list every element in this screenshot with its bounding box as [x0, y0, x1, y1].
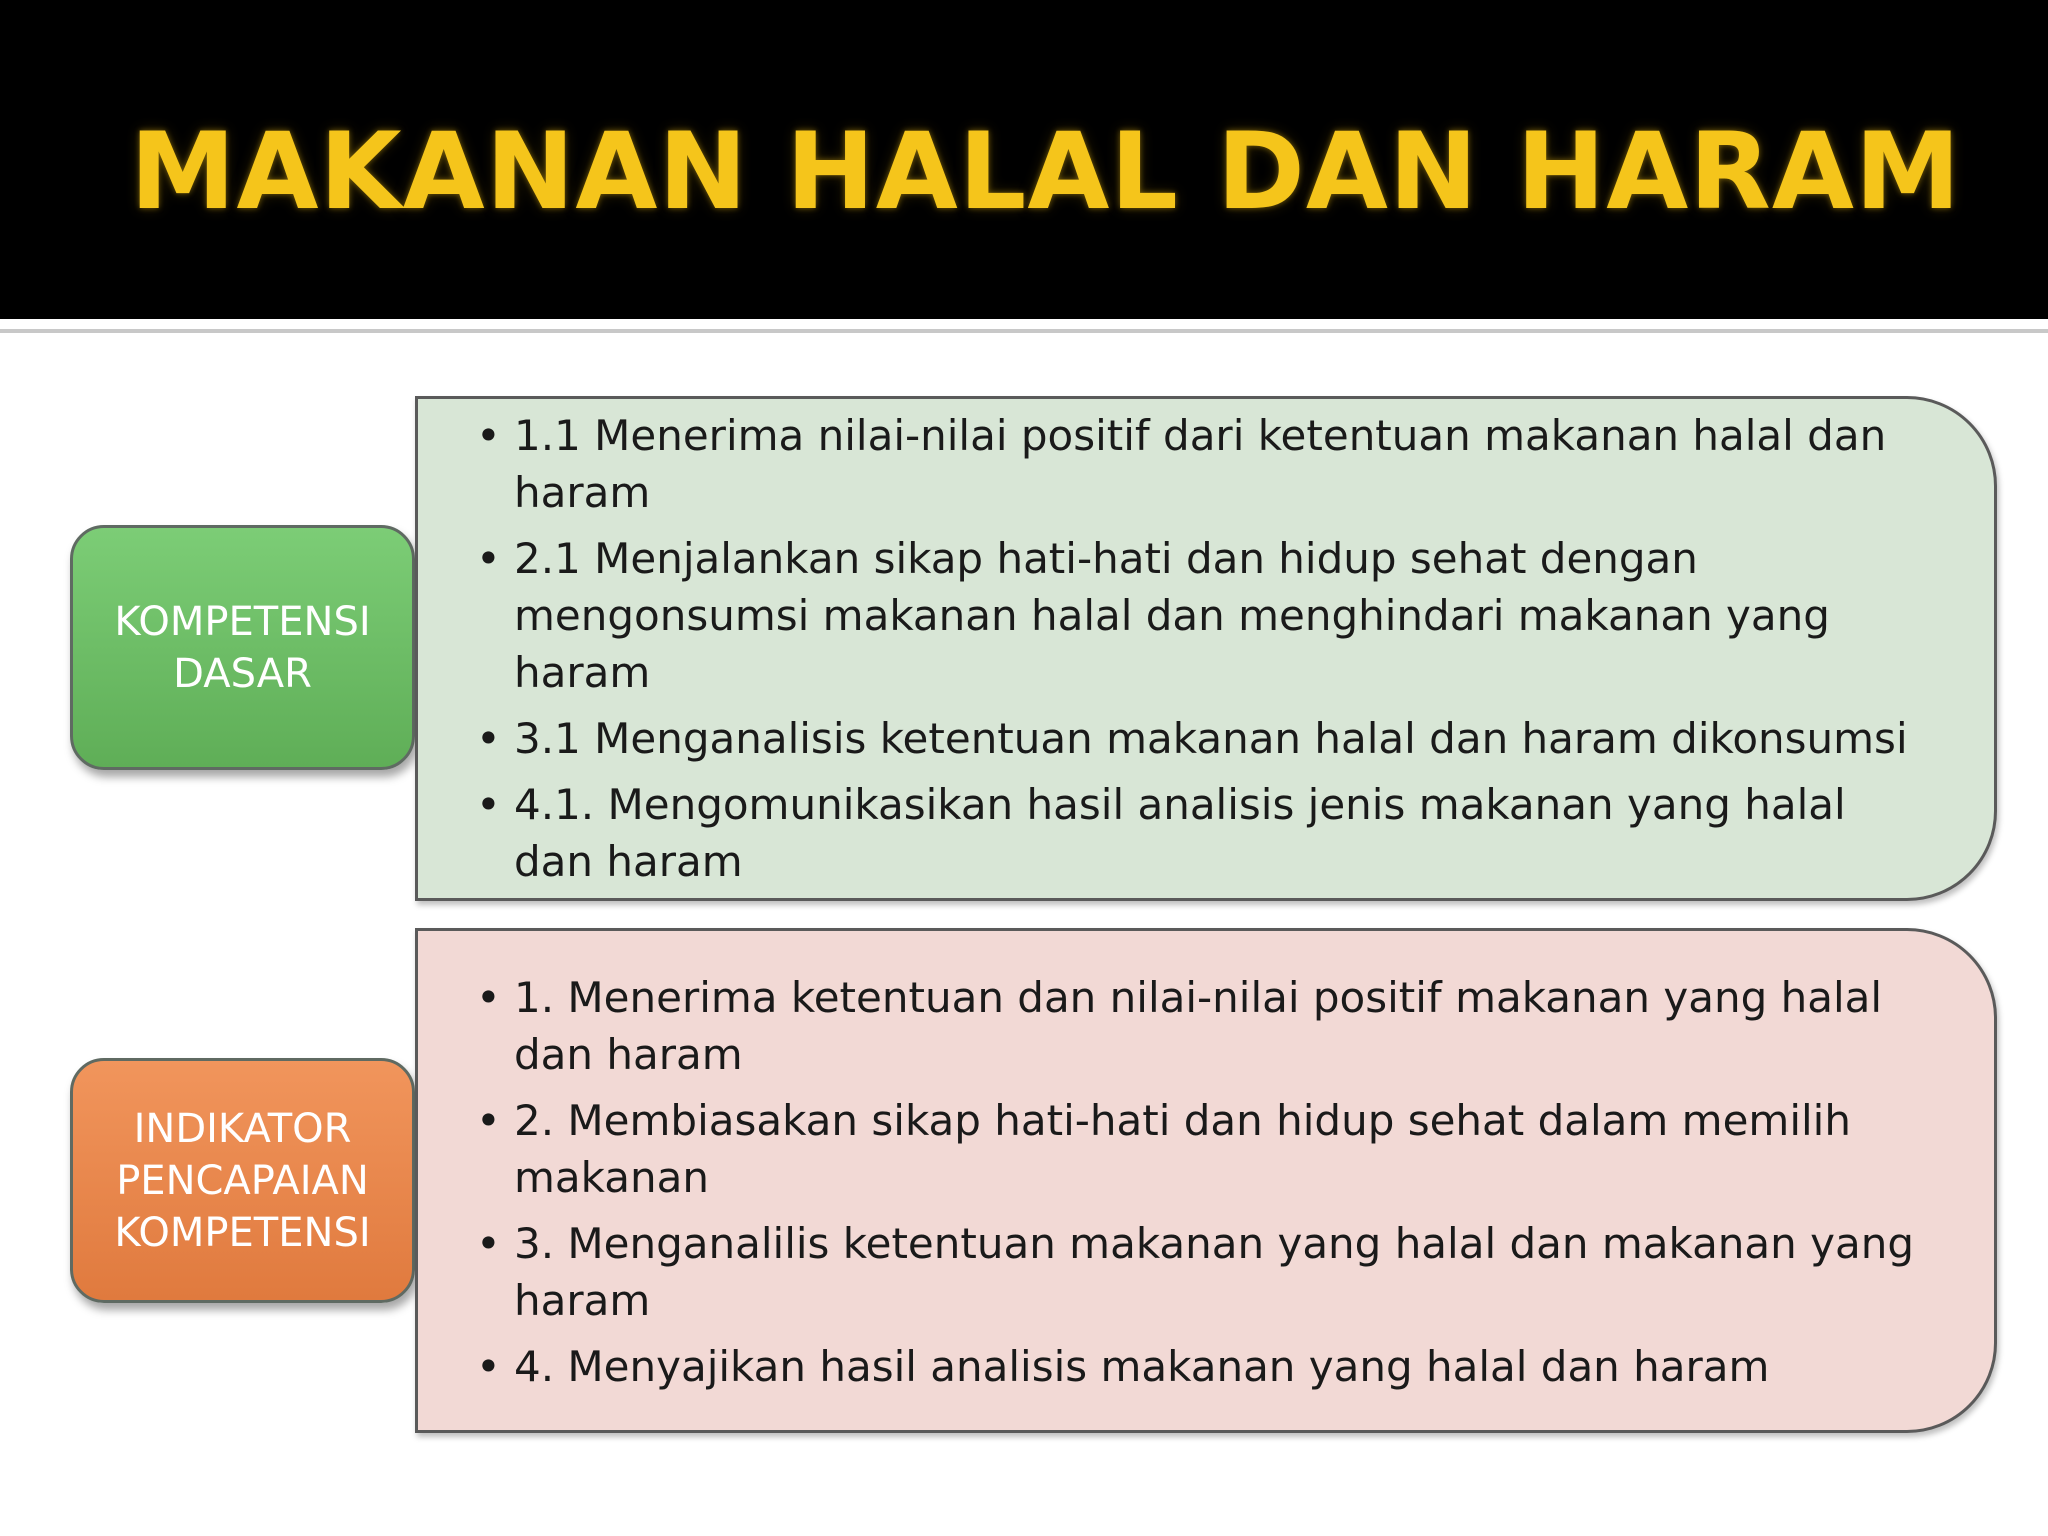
section-label-text: KOMPETENSI DASAR: [114, 598, 371, 697]
list-item: [476, 407, 1934, 521]
list-item: [476, 1215, 1934, 1329]
bullet-icon: •: [476, 973, 501, 1022]
header-divider: [0, 329, 2048, 333]
list-item-text: 4. Menyajikan hasil analisis makanan yang halal dan haram: [514, 1342, 1770, 1391]
list-item: [476, 776, 1934, 890]
list-item: [476, 1338, 1934, 1395]
list-item: [476, 530, 1934, 701]
bullet-icon: •: [476, 1342, 501, 1391]
indikator-pencapaian-list: [476, 969, 1934, 1404]
list-item-text: 3.1 Menganalisis ketentuan makanan halal dan haram dikonsumsi: [514, 714, 1908, 763]
indikator-pencapaian-label: [70, 1058, 415, 1303]
kompetensi-dasar-label: [70, 525, 415, 770]
list-item-text: 1. Menerima ketentuan dan nilai-nilai positif makanan yang halal dan haram: [514, 973, 1883, 1079]
bullet-icon: •: [476, 780, 501, 829]
list-item: [476, 969, 1934, 1083]
slide-header: [0, 0, 2048, 319]
section-label-text: INDIKATOR PENCAPAIAN KOMPETENSI: [114, 1105, 371, 1256]
bullet-icon: •: [476, 411, 501, 460]
kompetensi-dasar-list: [476, 407, 1934, 899]
list-item-text: 2. Membiasakan sikap hati-hati dan hidup sehat dalam memilih makanan: [514, 1096, 1851, 1202]
list-item: [476, 1092, 1934, 1206]
bullet-icon: •: [476, 534, 501, 583]
kompetensi-dasar-box: [415, 396, 1997, 901]
indikator-pencapaian-box: [415, 928, 1997, 1433]
bullet-icon: •: [476, 1096, 501, 1145]
bullet-icon: •: [476, 714, 501, 763]
list-item: [476, 710, 1934, 767]
list-item-text: 3. Menganalilis ketentuan makanan yang halal dan makanan yang haram: [514, 1219, 1915, 1325]
slide-title: MAKANAN HALAL DAN HARAM: [130, 110, 1962, 233]
list-item-text: 4.1. Mengomunikasikan hasil analisis jenis makanan yang halal dan haram: [514, 780, 1846, 886]
list-item-text: 2.1 Menjalankan sikap hati-hati dan hidup sehat dengan mengonsumsi makanan halal dan menghindari makanan yang haram: [514, 534, 1830, 697]
list-item-text: 1.1 Menerima nilai-nilai positif dari ketentuan makanan halal dan haram: [514, 411, 1887, 517]
bullet-icon: •: [476, 1219, 501, 1268]
